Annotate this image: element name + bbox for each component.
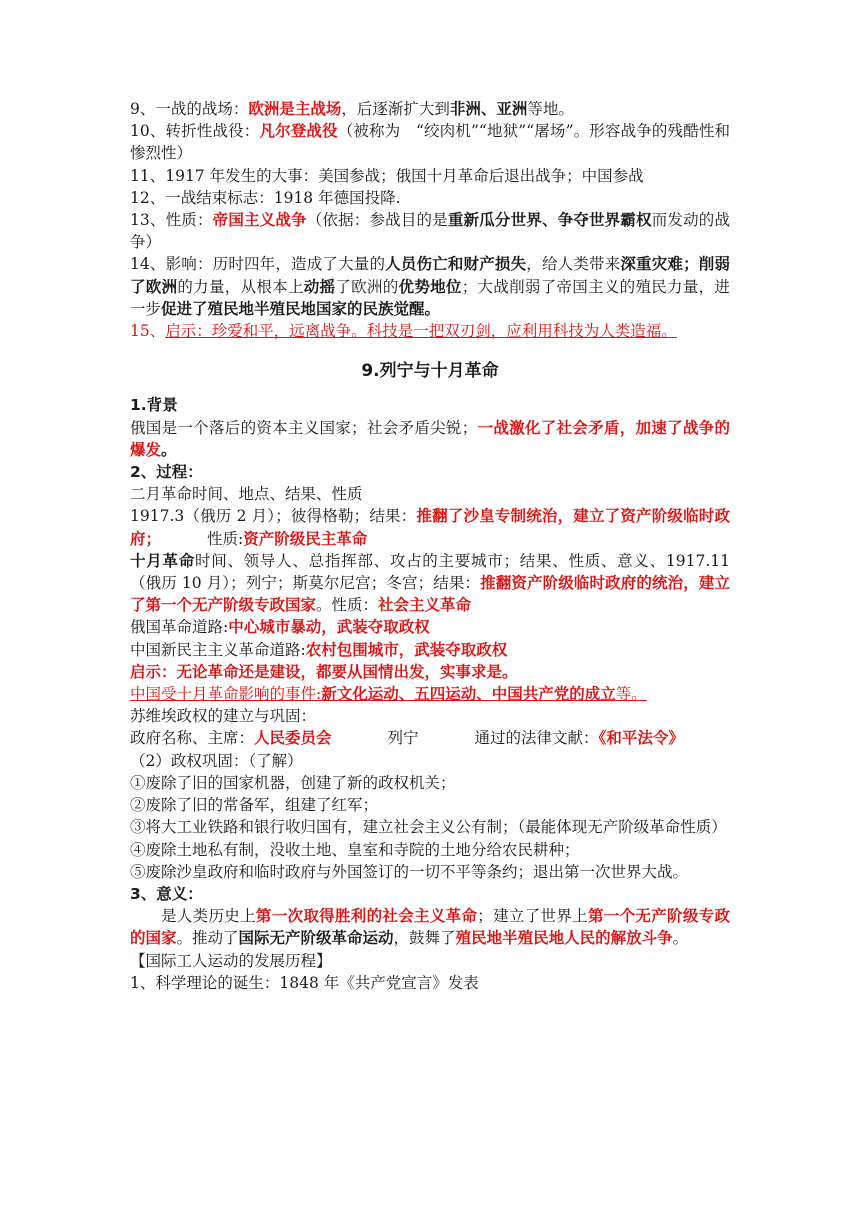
text: ；建立了世界上 [477,907,588,926]
text: ，鼓舞了 [393,929,456,948]
item-12: 12、一战结束标志：1918 年德国投降. [130,188,401,207]
consolidation: （2）政权巩固：（了解） [130,751,303,770]
item-10 [130,120,730,164]
list-item: ⑤废除沙皇政府和临时政府与外国签订的一切不平等条约；退出第一次世界大战。 [130,862,689,881]
text: 政府名称、主席： [130,729,255,748]
text: 。 [161,439,177,459]
feb-answer [130,505,730,549]
list-item: ④废除土地私有制，没收土地、皇室和寺院的土地分给农民耕种； [130,840,580,859]
underlined-highlight: 启示：珍爱和平，远离战争。科技是一把双刃剑，应利用科技为人类造福。 [165,322,677,341]
highlight: 第一个无产阶级专政的国家 [130,906,730,948]
text: 10、转折性战役： [130,122,260,141]
text: 9、一战的战场： [130,100,249,118]
bold-text: 非洲、亚洲 [449,99,528,118]
highlight: 中心城市暴动，武装夺取政权 [228,617,430,637]
highlight: 推翻了沙皇专制统治，建立了资产阶级临时政府； [130,506,730,548]
text: 通过的法律文献： [474,729,599,748]
text: 等。 [615,685,647,704]
bold-text: 促进了殖民地半殖民地国家的民族觉醒。 [161,298,441,318]
text: 中国新民主主义革命道路: [130,640,306,659]
text: ，给人类带来 [526,255,621,274]
highlight: 欧洲是主战场 [248,99,342,118]
text: 中国受十月革命影响的事件: [130,685,322,704]
heading-process: 2、过程： [130,463,203,482]
highlight: 第一次取得胜利的社会主义革命 [255,906,478,926]
china-influence [130,683,730,705]
text: （被称为 “绞肉机”“地狱”“屠场”。形容战争的残酷性和惨烈性） [130,122,731,163]
china-road [130,639,730,661]
item-9 [130,98,730,120]
highlight: 新文化运动、五四运动、中国共产党的成立 [321,684,616,704]
background-text [130,417,730,461]
text: 俄国革命道路: [130,618,229,637]
significance-text [130,905,730,949]
highlight: 社会主义革命 [378,595,472,615]
enlightenment: 启示：无论革命还是建设，都要从国情出发，实事求是。 [130,661,518,681]
text: 时间、领导人、总指挥部、攻占的主要城市；结果、性质、意义、1917.11（俄历 10 月）；列宁；斯莫尔尼宫；冬宫；结果： [130,551,730,593]
text: 是人类历史上 [161,907,256,926]
text: 性质: [207,529,244,548]
highlight: 人民委员会 [254,728,332,748]
bold-text: 国际无产阶级革命运动 [238,928,394,948]
highlight: 推翻资产阶级临时政府的统治，建立了第一个无产阶级专政国家 [130,573,730,615]
text: 14、影响：历时四年，造成了大量的 [130,255,386,274]
text: 。推动了 [176,929,239,948]
highlight: 一战激化了社会矛盾，加速了战争的爆发 [130,417,730,459]
bold-text: 重新瓜分世界、争夺世界霸权 [447,210,652,230]
text: ，后逐渐扩大到 [341,100,450,118]
document-page [130,98,730,994]
text: 等地。 [527,100,574,118]
russia-road [130,616,730,638]
text: （依据：参战目的是 [306,211,448,230]
intl-item-1: 1、科学理论的诞生：1848 年《共产党宣言》发表 [130,973,479,992]
bold-text: 优势地位 [398,276,462,296]
highlight: 《和平法令》 [598,728,684,748]
highlight: 殖民地半殖民地人民的解放斗争 [455,928,673,948]
list-item: ③将大工业铁路和银行收归国有，建立社会主义公有制；（最能体现无产阶级革命性质） [130,818,727,837]
government [130,727,730,749]
heading-significance: 3、意义： [130,884,203,903]
text: 13、性质： [130,211,213,230]
section-title: 9.列宁与十月革命 [361,361,499,382]
text: 1917.3（俄历 2 月）；彼得格勒；结果： [130,507,417,526]
highlight: 资产阶级民主革命 [243,528,368,548]
item-15 [130,320,730,342]
oct-revolution [130,550,730,617]
text: 的力量，从根本上 [177,277,304,296]
intl-heading: 【国际工人运动的发展历程】 [130,951,332,970]
text: 。性质： [316,596,379,615]
text: 了欧洲的 [335,277,399,296]
text: 列宁 [387,729,419,748]
bold-text: 动摇 [303,276,336,296]
text: ；大战削弱了帝国主义的殖民力量，进一步 [130,277,730,318]
list-item: ①废除了旧的国家机器，创建了新的政权机关； [130,773,456,792]
bold-text: 深重灾难；削弱了欧洲 [130,254,730,296]
item-11: 11、1917 年发生的大事：美国参战；俄国十月革命后退出战争；中国参战 [130,166,644,185]
text: 而发动的战争） [130,211,730,252]
feb-question: 二月革命时间、地点、结果、性质 [130,485,363,504]
text: 。 [672,929,689,948]
highlight: 农村包围城市，武装夺取政权 [305,639,508,659]
item-14 [130,253,730,320]
item-13 [130,209,730,253]
list-item: ②废除了旧的常备军，组建了红军； [130,796,379,815]
text: 俄国是一个落后的资本主义国家；社会矛盾尖锐； [130,418,478,437]
bold-text: 人员伤亡和财产损失 [385,254,527,274]
text: 15、 [130,322,166,341]
bold-text: 十月革命 [130,550,195,570]
soviet-heading: 苏维埃政权的建立与巩固： [130,707,317,726]
highlight: 凡尔登战役 [259,121,338,141]
highlight: 帝国主义战争 [212,210,307,230]
heading-background: 1.背景 [130,396,178,415]
